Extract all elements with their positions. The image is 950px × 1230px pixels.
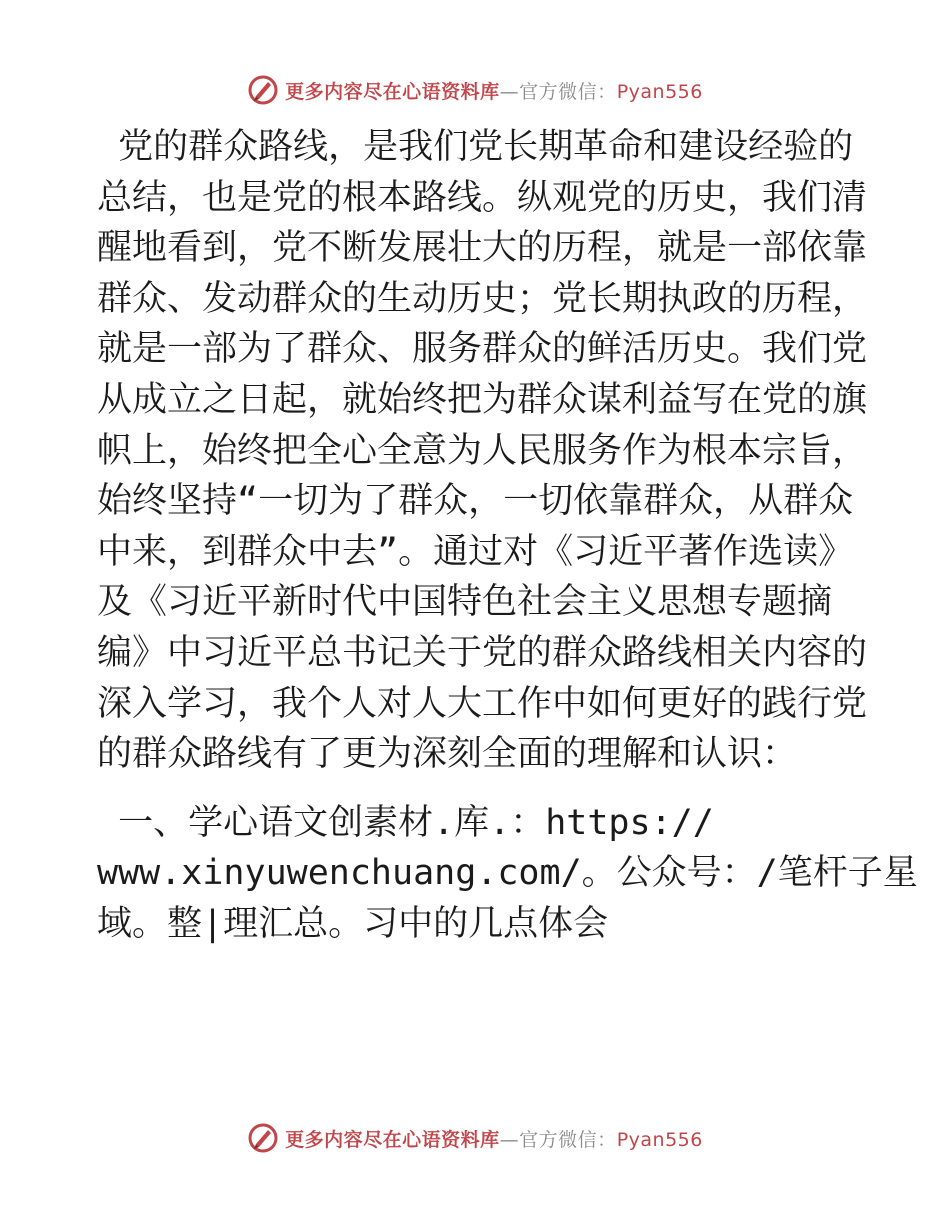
banner-separator: — [499,1128,520,1151]
wechat-id: Pyan556 [616,80,703,103]
text-line: 党的群众路线，是我们党长期革命和建设经验的 [97,127,854,167]
wechat-label: 官方微信： [519,1128,617,1151]
text-line: 醒地看到，党不断发展壮大的历程，就是一部依靠 [97,228,868,269]
text-line: 及《习近平新时代中国特色社会主义思想专题摘 [97,582,833,623]
text-line: 总结，也是党的根本路线。纵观党的历史，我们清 [97,177,868,218]
text-line: 帜上，始终把全心全意为人民服务作为根本宗旨， [97,430,868,471]
banner-separator: — [499,80,520,103]
site-name: 更多内容尽在心语资料库 [285,80,500,103]
document-body [97,122,918,950]
header-watermark [0,70,950,110]
footer-watermark [0,1118,950,1158]
main-paragraph [97,122,868,780]
text-line: 始终坚持“一切为了群众，一切依靠群众，从群众 [97,481,854,522]
heading-line: 一、学心语文创素材.库.：https:// [97,802,714,843]
heading-line: www.xinyuwenchuang.com/。公众号：/笔杆子星 [97,853,918,894]
site-name: 更多内容尽在心语资料库 [285,1128,500,1151]
text-line: 中来，到群众中去”。通过对《习近平著作选读》 [97,531,854,572]
wechat-label: 官方微信： [519,80,617,103]
text-line: 编》中习近平总书记关于党的群众路线相关内容的 [97,632,868,673]
text-line: 从成立之日起，就始终把为群众谋利益写在党的旗 [97,379,868,420]
paragraph-gap [97,780,857,798]
text-line: 群众、发动群众的生动历史；党长期执政的历程， [97,278,868,319]
section-heading [97,798,918,950]
wechat-id: Pyan556 [616,1128,703,1151]
heading-line: 域。整|理汇总。习中的几点体会 [97,903,609,944]
text-line: 就是一部为了群众、服务群众的鲜活历史。我们党 [97,329,868,370]
text-line: 深入学习，我个人对人大工作中如何更好的践行党 [97,683,868,724]
pen-logo-icon [247,1122,279,1154]
text-line: 的群众路线有了更为深刻全面的理解和认识： [97,734,798,775]
pen-logo-icon [247,74,279,106]
